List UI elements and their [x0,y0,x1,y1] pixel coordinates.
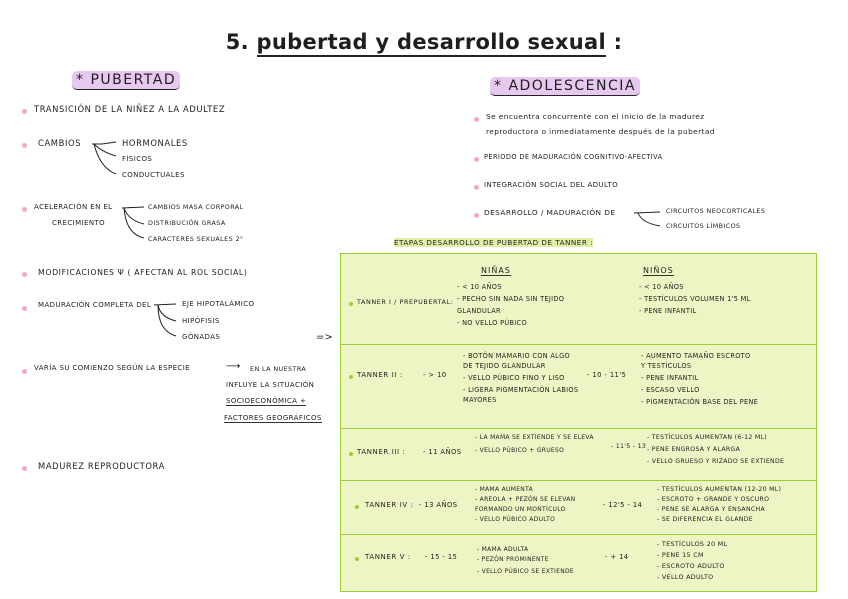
varia-note-3 [226,396,306,407]
pubertad-heading-text: * PUBERTAD [72,71,180,90]
title-number: 5. [225,30,249,54]
cell-line: MAYORES [463,396,497,404]
boys-cell [657,485,781,525]
boys-cell [641,351,758,407]
pubertad-cambios: CAMBIOS [38,138,82,148]
table-row [341,428,816,481]
cell-line: GLANDULAR [457,307,501,315]
col-header-girls: NIÑAS [481,266,511,275]
tanner-heading [394,238,593,247]
cell-line: Y TESTÍCULOS [641,362,692,370]
varia-note-4 [224,413,322,424]
girls-age: - > 10 [423,371,447,379]
tanner-heading-text: ETAPAS DESARROLLO DE PUBERTAD DE TANNER : [394,238,594,247]
cell-line: - MAMA ADULTA [477,546,529,553]
branch-arrow-icon [152,299,180,341]
bullet-dot [22,143,27,148]
cell-line: - PECHO SIN NADA SIN TEJIDO [457,295,565,303]
varia-note-2: INFLUYE LA SITUACIÓN [226,381,315,389]
adolescencia-limbicos: CIRCUITOS LÍMBICOS [666,222,741,230]
maduracion-eje: EJE HIPOTALÁMICO [182,300,255,308]
girls-age: - 11 AÑOS [423,448,462,456]
bullet-dot [474,117,479,122]
cell-line: - SE DIFERENCIA EL GLANDE [657,516,753,523]
bullet-dot [355,557,359,561]
tanner-label: TANNER V : [365,553,411,561]
girls-cell [463,351,578,405]
cell-line: - PENE ENGROSA Y ALARGA [647,446,741,453]
cell-line: - TESTÍCULOS VOLUMEN 1'5 ML [639,295,751,303]
adolescencia-p2: PERIODO DE MADURACIÓN COGNITIVO-AFECTIVA [484,153,663,161]
adolescencia-p1a: Se encuentra concurrente con el inicio de la madurez [486,112,705,121]
aceleracion-line2: CRECIMIENTO [52,219,106,227]
title-text: pubertad y desarrollo sexual [257,30,606,57]
boys-age: - 12'5 - 14 [603,501,643,509]
cell-line: - < 10 AÑOS [639,283,684,291]
cell-line: - ESCASO VELLO [641,386,700,394]
maduracion-gonadas: GÓNADAS [182,333,221,341]
table-row [341,254,816,344]
adolescencia-p1b: reproductora o inmediatamente después de la pubertad [486,127,715,136]
bullet-dot [474,213,479,218]
cell-line: - PEZÓN PROMINENTE [477,556,549,563]
boys-cell [647,433,784,467]
cell-line: - PIGMENTACIÓN BASE DEL PENE [641,398,759,406]
pubertad-varia: VARÍA SU COMIENZO SEGÚN LA ESPECIE [34,364,190,372]
bullet-dot [22,272,27,277]
pubertad-maduracion: MADURACIÓN COMPLETA DEL [38,301,152,309]
branch-arrow-icon [120,204,148,244]
bullet-dot [474,185,479,190]
boys-age: - + 14 [605,553,629,561]
maduracion-hipofisis: HIPÓFISIS [182,317,220,325]
branch-arrow-icon [632,207,664,231]
cell-line: - ESCROTO ADULTO [657,562,725,570]
aceleracion-masa: CAMBIOS MASA CORPORAL [148,203,244,211]
pubertad-modificaciones: MODIFICACIONES Ψ ( AFECTAN AL ROL SOCIAL) [38,268,248,277]
adolescencia-p4: DESARROLLO / MADURACIÓN DE [484,208,616,217]
cell-line: - VELLO PÚBICO SE EXTIENDE [477,568,575,575]
implies-arrow: => [316,332,333,343]
tanner-table [340,253,817,592]
cell-line: - TESTÍCULOS AUMENTAN (6-12 ML) [647,434,767,441]
pubertad-madurez: MADUREZ REPRODUCTORA [38,461,165,471]
bullet-dot [349,302,353,306]
girls-cell [477,545,574,577]
table-row [341,480,816,535]
cell-line: - < 10 AÑOS [457,283,502,291]
girls-cell [475,485,575,525]
title-suffix: : [613,30,623,54]
varia-note-1: EN LA NUESTRA [250,365,307,373]
branch-arrow-icon [90,138,120,180]
boys-age: - 11'5 - 13 [611,443,647,450]
bullet-dot [22,369,27,374]
page-title [0,30,848,54]
adolescencia-heading [490,78,640,94]
girls-age: - 13 AÑOS [419,501,458,509]
adolescencia-heading-text: * ADOLESCENCIA [490,77,640,96]
aceleracion-grasa: DISTRIBUCIÓN GRASA [148,219,226,227]
girls-cell [475,433,594,456]
cell-line: - NO VELLO PÚBICO [457,319,527,327]
bullet-dot [22,207,27,212]
cell-line: - PENE INFANTIL [641,374,699,382]
varia-note-4-text: FACTORES GEOGRÁFICOS [224,414,322,422]
cambios-hormonales: HORMONALES [122,138,188,148]
bullet-dot [22,109,27,114]
cell-line: - VELLO PÚBICO FINO Y LISO [463,374,565,382]
boys-age: - 10 - 11'5 [587,371,627,379]
cell-line: DE TEJIDO GLANDULAR [463,362,546,370]
tanner-label: TANNER I / PREPUBERTAL: [357,298,454,306]
cell-line: - PENE SE ALARGA Y ENSANCHA [657,506,765,513]
cell-line: - LIGERA PIGMENTACIÓN LABIOS [463,386,579,394]
tanner-label: TANNER III : [357,448,406,456]
cell-line: - VELLO GRUESO Y RIZADO SE EXTIENDE [647,458,785,465]
cell-line: - PENE 15 CM [657,551,704,559]
pubertad-transicion: TRANSICIÓN DE LA NIÑEZ A LA ADULTEZ [34,104,226,114]
girls-age: - 15 - 15 [425,553,458,561]
bullet-dot [22,306,27,311]
cell-line: - VELLO PÚBICO + GRUESO [475,447,565,454]
cell-line: - ESCROTO + GRANDE Y OSCURO [657,496,770,503]
tanner-label: TANNER II : [357,371,403,379]
table-row [341,534,816,592]
cell-line: - MAMA AUMENTA [475,486,533,493]
bullet-dot [349,452,353,456]
pubertad-heading [72,72,180,88]
cell-line: - LA MAMA SE EXTIENDE Y SE ELEVA [475,434,594,441]
cambios-conductuales: CONDUCTUALES [122,171,185,179]
tanner-label: TANNER IV : [365,501,414,509]
varia-note-3-text: SOCIOECONÓMICA + [226,397,307,405]
bullet-dot [474,157,479,162]
col-header-boys: NIÑOS [643,266,674,275]
aceleracion-line1: ACELERACIÓN EN EL [34,203,113,211]
bullet-dot [349,375,353,379]
adolescencia-p3: INTEGRACIÓN SOCIAL DEL ADULTO [484,181,618,189]
cell-line: FORMANDO UN MONTÍCULO [475,506,566,513]
bullet-dot [355,505,359,509]
aceleracion-caracteres: CARACTERES SEXUALES 2° [148,235,244,243]
cell-line: - BOTÓN MAMARIO CON ALGO [463,352,571,360]
boys-cell [657,539,727,582]
arrow-right-icon: ⟶ [226,361,241,372]
girls-cell [457,282,564,328]
cell-line: - VELLO ADULTO [657,573,714,581]
bullet-dot [22,466,27,471]
cell-line: - TESTÍCULOS 20 ML [657,540,728,548]
cell-line: - AREOLA + PEZÓN SE ELEVAN [475,496,576,503]
cell-line: - TESTÍCULOS AUMENTAN (12-20 ML) [657,486,782,493]
cell-line: - PENE INFANTIL [639,307,697,315]
table-row [341,344,816,429]
boys-cell [639,282,751,316]
cambios-fisicos: FÍSICOS [122,155,153,163]
adolescencia-neocorticales: CIRCUITOS NEOCORTICALES [666,207,766,215]
cell-line: - AUMENTO TAMAÑO ESCROTO [641,352,751,360]
cell-line: - VELLO PÚBICO ADULTO [475,516,556,523]
